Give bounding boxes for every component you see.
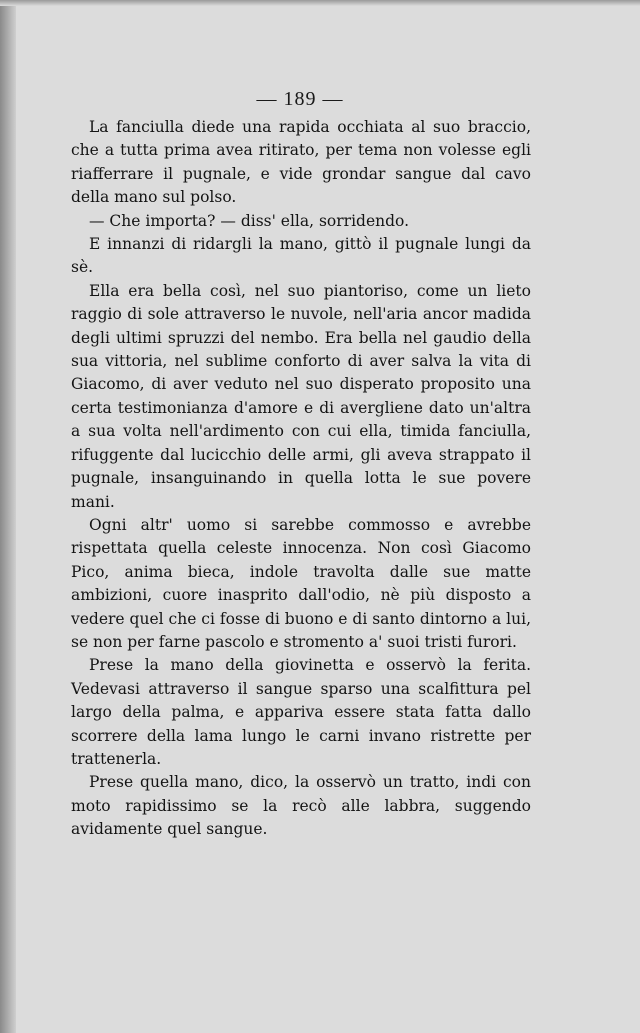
paragraph: Ogni altr' uomo si sarebbe commosso e avrebbe rispettata quella celeste innocenza. Non così Giacomo Pico, anima bieca, indole travolta dalle sue matte ambizioni, cuore inasprito dall'odio, nè più disposto a vedere quel che ci fosse di buono e di santo dintorno a lui, se non per farne pascolo e stromento a' suoi tristi furori. <box>71 515 531 651</box>
page-number: — 189 — <box>256 88 344 110</box>
paragraph: — Che importa? — diss' ella, sorridendo. <box>89 211 410 230</box>
body-text <box>71 116 531 842</box>
paragraph: E innanzi di ridargli la mano, gittò il pugnale lungi da sè. <box>71 235 531 277</box>
paragraph: Ella era bella così, nel suo piantoriso, come un lieto raggio di sole attraverso le nuvole, nell'aria ancor madida degli ultimi spruzzi del nembo. Era bella nel gaudio della sua vittoria, nel sublime conforto di aver salva la vita di Giacomo, di aver veduto nel suo disperato proposito una certa testimonianza d'amore e di avergliene dato un'altra a sua volta nell'ardimento con cui ella, timida fanciulla, rifuggente dal lucicchio delle armi, gli aveva strappato il pugnale, insanguinando in quella lotta le sue povere mani. <box>71 281 531 511</box>
paragraph: Prese la mano della giovinetta e osservò la ferita. Vedevasi attraverso il sangue sparso una scalfittura pel largo della palma, e appariva essere stata fatta dallo scorrere della lama lungo le carni invano ristrette per trattenerla. <box>71 656 531 768</box>
paragraph: La fanciulla diede una rapida occhiata al suo braccio, che a tutta prima avea ritirato, per tema non volesse egli riafferrare il pugnale, e vide grondar sangue dal cavo della mano sul polso. <box>71 118 531 207</box>
paragraph: Prese quella mano, dico, la osservò un tratto, indi con moto rapidissimo se la recò alle labbra, suggendo avidamente quel sangue. <box>71 773 531 839</box>
